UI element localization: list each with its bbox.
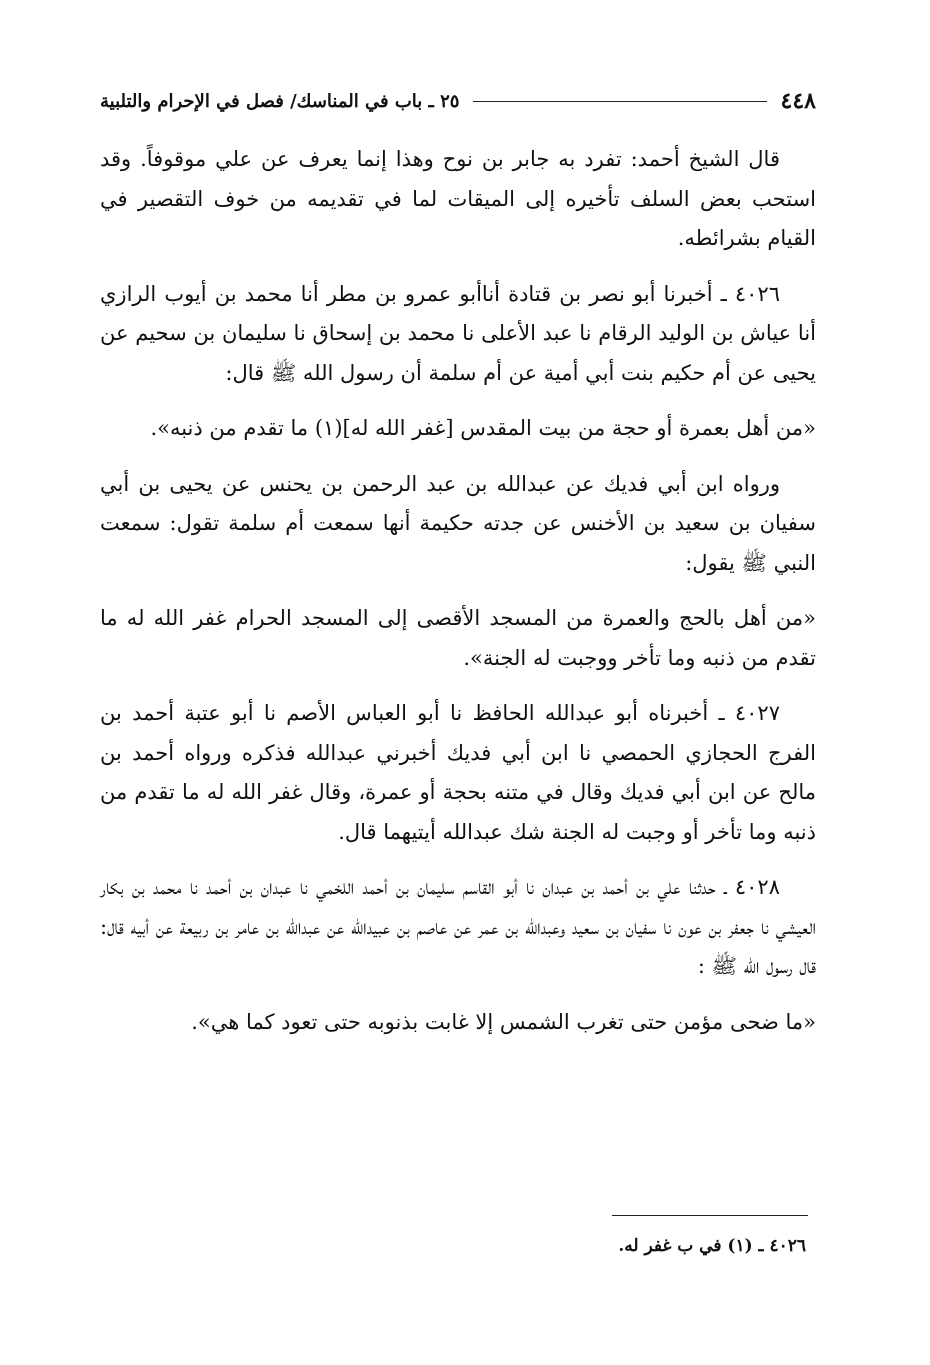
paragraph: قال الشيخ أحمد: تفرد به جابر بن نوح وهذا إنما يعرف عن علي موقوفاً. وقد استحب بعض السلف تأخيره إلى الميقات لما في تقديمه من خوف التقصير في القيام بشرائطه. [100, 147, 816, 250]
page-header [100, 86, 816, 116]
page-number: ٤٤٨ [780, 88, 816, 114]
main-text [100, 140, 816, 1058]
running-title: ٢٥ ـ باب في المناسك/ فصل في الإحرام والتلبية [100, 90, 460, 112]
hadith-4028: ٤٠٢٨ ـ حدثنا علي بن أحمد بن عبدان نا أبو القاسم سليمان بن أحمد اللخمي نا عبدان بن أحمد نا محمد بن بكار العيشي نا جعفر بن عون نا سفيان بن سعيد وعبدالله بن عمر عن عاصم بن عبيدالله عن عبدالله بن عامر بن ربيعة عن أبيه قال: قال رسول الله ﷺ : [100, 875, 816, 978]
footnote: ٤٠٢٦ ـ (١) في ب غفر له. [618, 1236, 806, 1256]
hadith-4026: ٤٠٢٦ ـ أخبرنا أبو نصر بن قتادة أناأبو عمرو بن مطر أنا محمد بن أيوب الرازي أنا عياش بن الوليد الرقام نا عبد الأعلى نا محمد بن إسحاق نا سليمان بن سحيم عن يحيى عن أم حكيم بنت أبي أمية عن أم سلمة أن رسول الله ﷺ قال: [100, 281, 816, 385]
header-rule [473, 101, 766, 102]
paragraph: ورواه ابن أبي فديك عن عبدالله بن عبد الرحمن بن يحنس عن يحيى بن أبي سفيان بن سعيد بن الأخنس عن جدته حكيمة أنها سمعت أم سلمة تقول: سمعت النبي ﷺ يقول: [100, 471, 816, 575]
hadith-quote: «من أهل بعمرة أو حجة من بيت المقدس [غفر الله له](١) ما تقدم من ذنبه». [150, 416, 816, 440]
hadith-quote: «ما ضحى مؤمن حتى تغرب الشمس إلا غابت بذنوبه حتى تعود كما هي». [191, 1009, 816, 1034]
hadith-4027: ٤٠٢٧ ـ أخبرناه أبو عبدالله الحافظ نا أبو العباس الأصم نا أبو عتبة أحمد بن الفرج الحجازي الحمصي نا ابن أبي فديك أخبرني عبدالله فذكره ورواه أحمد بن مالح عن ابن أبي فديك وقال في متنه بحجة أو عمرة، وقال غفر الله له ما تقدم من ذنبه وما تأخر أو وجبت له الجنة شك عبدالله أيتيهما قال. [100, 701, 816, 844]
footnote-divider [612, 1215, 808, 1216]
hadith-quote: «من أهل بالحج والعمرة من المسجد الأقصى إلى المسجد الحرام غفر الله له ما تقدم من ذنبه وما تأخر ووجبت له الجنة». [100, 606, 816, 670]
